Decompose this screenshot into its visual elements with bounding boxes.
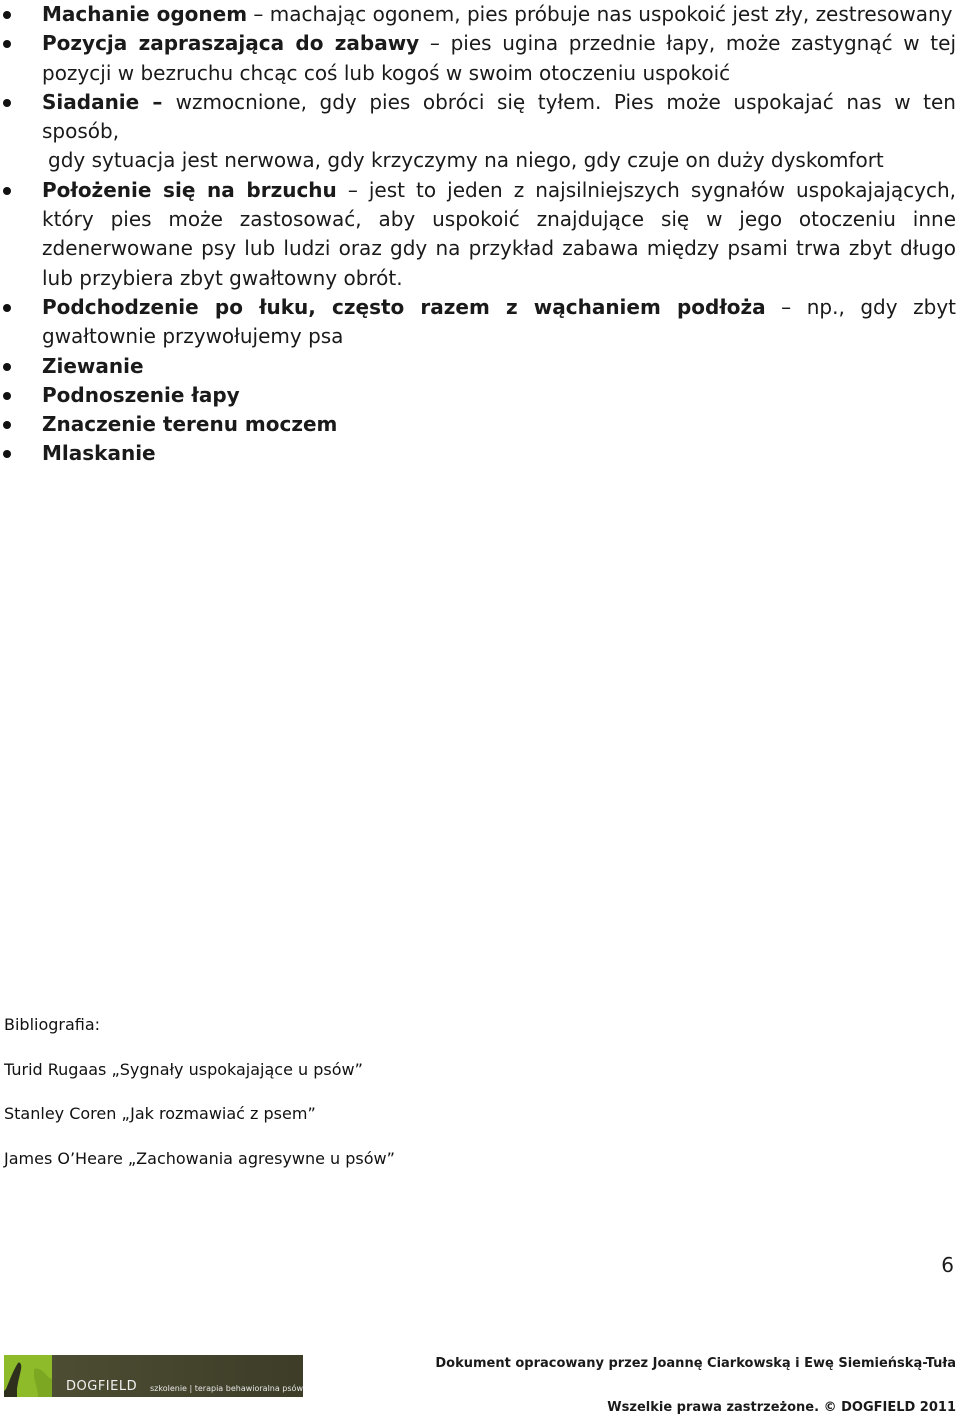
- item-separator: –: [336, 177, 369, 202]
- bullet-icon: [3, 363, 11, 371]
- list-item: [0, 176, 960, 293]
- bullet-icon: [3, 11, 11, 19]
- item-continuation: gdy sytuacja jest nerwowa, gdy krzyczymy na niego, gdy czuje on duży dyskomfort: [48, 148, 884, 173]
- footer-authors: Dokument opracowany przez Joannę Ciarkowską i Ewę Siemieńską-Tuła: [435, 1356, 956, 1371]
- item-text: machając ogonem, pies próbuje nas uspokoić jest zły, zestresowany: [269, 2, 953, 26]
- list-item: [0, 352, 960, 381]
- bullet-icon: [3, 304, 11, 312]
- item-term: Pozycja zapraszająca do zabawy: [42, 31, 420, 56]
- logo-brand: DOGFIELD: [66, 1379, 138, 1394]
- item-term: Siadanie: [42, 89, 140, 114]
- item-separator: –: [139, 89, 176, 114]
- item-text: np., gdy zbyt gwałtownie przywołujemy psa: [42, 294, 956, 349]
- list-item: [0, 293, 960, 352]
- list-item: [0, 0, 960, 29]
- item-separator: –: [765, 294, 807, 319]
- item-term: Położenie się na brzuchu: [42, 177, 337, 202]
- bibliography-entry: James O’Heare „Zachowania agresywne u psów”: [4, 1149, 395, 1168]
- page-number: 6: [941, 1253, 954, 1277]
- item-text: pies ugina przednie łapy, może zastygnąć w tej pozycji w bezruchu chcąc coś lub kogoś w swoim otoczeniu uspokoić: [42, 31, 956, 85]
- bullet-icon: [3, 392, 11, 400]
- item-term: Machanie ogonem: [42, 2, 248, 26]
- bibliography-heading: Bibliografia:: [4, 1015, 101, 1034]
- item-text: wzmocnione, gdy pies obróci się tyłem. Pies może uspokajać nas w ten sposób,: [42, 89, 956, 144]
- item-separator: –: [247, 2, 270, 26]
- behavior-list: [0, 0, 960, 469]
- logo-banner: [52, 1355, 303, 1397]
- bullet-icon: [3, 99, 11, 107]
- list-item: [0, 381, 960, 410]
- bullet-icon: [3, 187, 11, 195]
- item-term: Podchodzenie po łuku, często razem z wąchaniem podłoża: [42, 294, 766, 319]
- list-item: [0, 29, 960, 88]
- item-term: Podnoszenie łapy: [42, 382, 240, 407]
- bibliography-entry: Stanley Coren „Jak rozmawiać z psem”: [4, 1104, 316, 1123]
- footer-rights: Wszelkie prawa zastrzeżone. © DOGFIELD 2011: [607, 1400, 956, 1415]
- item-term: Mlaskanie: [42, 441, 156, 466]
- bullet-icon: [3, 450, 11, 458]
- list-item: [0, 88, 960, 176]
- bullet-icon: [3, 421, 11, 429]
- dog-silhouette-icon: [4, 1355, 52, 1397]
- item-text: jest to jeden z najsilniejszych sygnałów uspokajających, który pies może zastosować, aby uspokoić znajdujące się w jego otoczeniu inne zdenerwowane psy lub ludzi oraz gdy na przykład zabawa między psami trwa zbyt długo lub przybiera zbyt gwałtowny obrót.: [42, 177, 957, 290]
- bullet-icon: [3, 40, 11, 48]
- list-item: [0, 439, 960, 468]
- dogfield-logo: [4, 1355, 303, 1397]
- logo-tagline: szkolenie | terapia behawioralna psów: [150, 1384, 303, 1393]
- list-item: [0, 410, 960, 439]
- bibliography-entry: Turid Rugaas „Sygnały uspokajające u psów”: [4, 1060, 363, 1079]
- item-term: Ziewanie: [42, 353, 144, 378]
- logo-emblem: [4, 1355, 52, 1397]
- item-separator: –: [419, 31, 451, 56]
- item-term: Znaczenie terenu moczem: [42, 412, 338, 437]
